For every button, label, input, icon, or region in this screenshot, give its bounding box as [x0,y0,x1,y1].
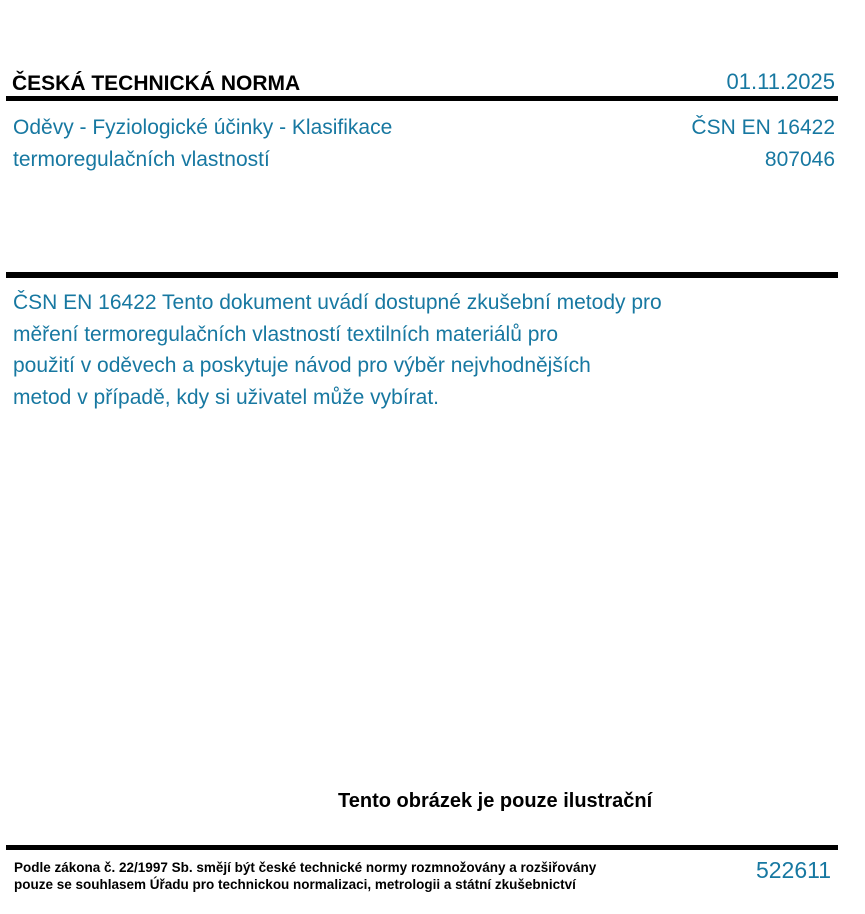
issue-date: 01.11.2025 [726,69,835,94]
abstract-line: ČSN EN 16422 Tento dokument uvádí dostupné zkušební metody pro [13,291,662,314]
illustration-note: Tento obrázek je pouze ilustrační [338,790,653,812]
page-title: ČESKÁ TECHNICKÁ NORMA [12,72,301,95]
header-divider [6,96,838,101]
legal-line1: Podle zákona č. 22/1997 Sb. smějí být české technické normy rozmnožovány a rozšiřovány [14,860,597,875]
norm-title-line2: termoregulačních vlastností [13,148,270,171]
norm-class-number: 807046 [764,148,835,171]
legal-notice [14,859,596,893]
abstract-line: měření termoregulačních vlastností textilních materiálů pro [13,322,559,346]
norm-title [13,112,392,176]
norm-code: ČSN EN 16422 [691,116,835,139]
footer-divider [6,845,838,850]
abstract-text [13,287,662,413]
legal-line2: pouze se souhlasem Úřadu pro technickou normalizaci, metrologii a státní zkušebnictví [14,877,576,892]
abstract-line: metod v případě, kdy si uživatel může vybírat. [13,385,440,409]
abstract-divider [6,272,838,278]
abstract-line: použití v oděvech a poskytuje návod pro výběr nejvhodnějších [13,354,591,377]
norm-identifiers [691,112,835,176]
order-number: 522611 [755,857,831,883]
norm-title-line1: Oděvy - Fyziologické účinky - Klasifikace [13,116,393,139]
